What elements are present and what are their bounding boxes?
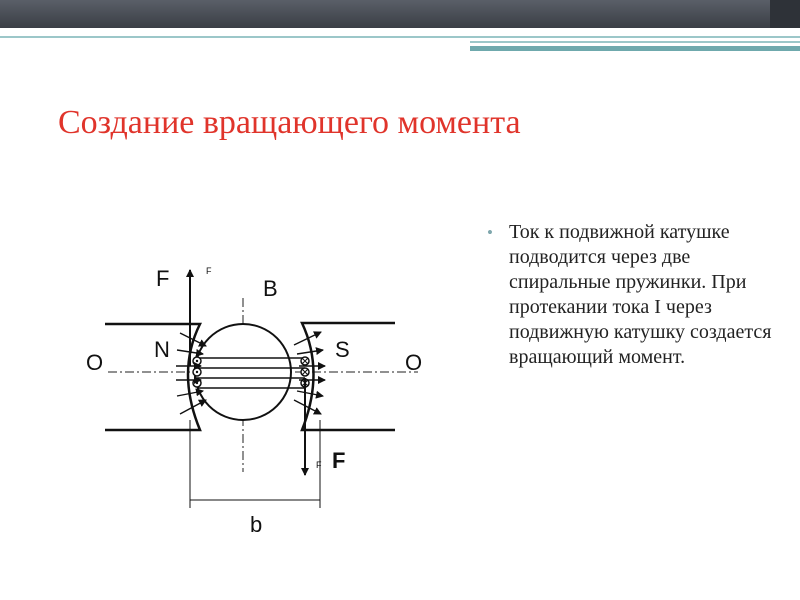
force-label-left-small: F xyxy=(206,266,212,276)
south-pole-label: S xyxy=(335,337,350,362)
axis-label-right: O xyxy=(405,350,423,375)
decor-band xyxy=(470,46,800,51)
magnetoelectric-mechanism-diagram xyxy=(80,250,440,550)
bullet-icon: • xyxy=(487,223,493,242)
conductor-dot-center xyxy=(196,382,198,384)
cylindrical-core xyxy=(195,324,291,420)
conductor-dot-center xyxy=(196,371,198,373)
coil-width-label: b xyxy=(250,512,263,537)
decor-line xyxy=(0,36,800,38)
force-label-right: F xyxy=(332,448,346,473)
conductor-dot-center xyxy=(196,360,198,362)
north-pole-magnet xyxy=(105,324,200,430)
decor-line xyxy=(470,41,800,43)
bullet-text: Ток к подвижной катушке подводится через две спиральные пружинки. При протекании тока I через подвижную катушку создается вращающий момент. xyxy=(509,221,772,368)
axis-label-left: O xyxy=(86,350,104,375)
slide-top-bar-accent xyxy=(770,0,800,28)
force-label-left: F xyxy=(156,266,170,291)
bullet-item xyxy=(487,220,787,370)
north-pole-label: N xyxy=(154,337,170,362)
slide-title: Создание вращающего момента xyxy=(58,104,521,141)
induction-label: B xyxy=(263,276,278,301)
slide-top-bar xyxy=(0,0,800,28)
bullet-list xyxy=(487,220,787,370)
force-label-right-small: F xyxy=(316,460,322,470)
